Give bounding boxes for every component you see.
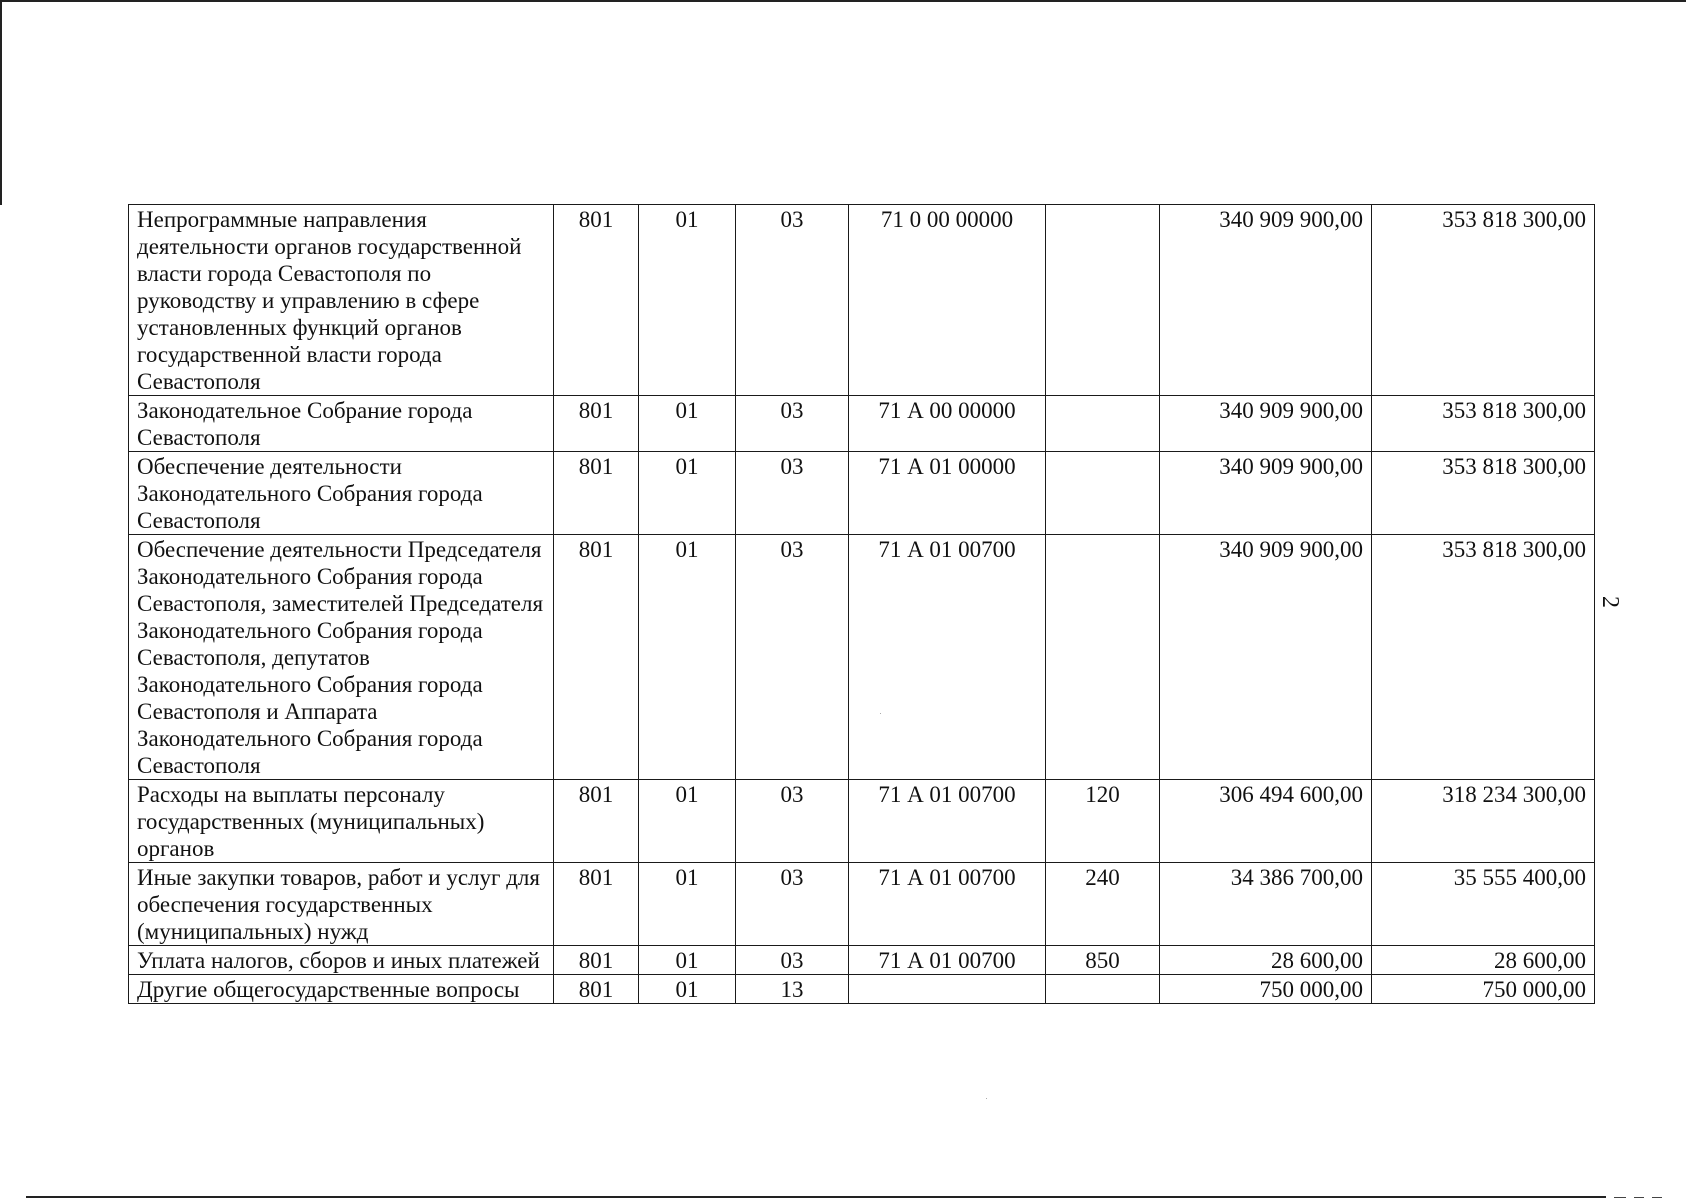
page-number: 2: [1597, 596, 1623, 608]
expense-type-code-cell: [1046, 396, 1160, 452]
subsection-code-cell: 03: [736, 946, 849, 975]
department-code-cell: 801: [554, 396, 639, 452]
expense-name-cell: Непрограммные направления деятельности органов государственной власти города Севастополя по руководству и управлению в сфере установленных функций органов государственной власти города Севастополя: [129, 205, 554, 396]
amount-year-1-cell: 34 386 700,00: [1160, 863, 1372, 946]
expense-type-code-cell: 850: [1046, 946, 1160, 975]
table-row: [129, 396, 1595, 452]
target-article-code-cell: 71 А 01 00700: [849, 863, 1046, 946]
subsection-code-cell: 03: [736, 535, 849, 780]
amount-year-1-cell: 28 600,00: [1160, 946, 1372, 975]
expense-name-cell: Другие общегосударственные вопросы: [129, 975, 554, 1004]
section-code-cell: 01: [639, 205, 736, 396]
department-code-cell: 801: [554, 452, 639, 535]
expense-type-code-cell: 240: [1046, 863, 1160, 946]
expense-name-cell: Расходы на выплаты персоналу государственных (муниципальных) органов: [129, 780, 554, 863]
amount-year-2-cell: 28 600,00: [1372, 946, 1595, 975]
amount-year-2-cell: 353 818 300,00: [1372, 396, 1595, 452]
target-article-code-cell: 71 А 01 00700: [849, 535, 1046, 780]
expense-type-code-cell: [1046, 535, 1160, 780]
amount-year-1-cell: 340 909 900,00: [1160, 535, 1372, 780]
expense-name-cell: Иные закупки товаров, работ и услуг для обеспечения государственных (муниципальных) нужд: [129, 863, 554, 946]
bottom-rule: [26, 1196, 1606, 1198]
subsection-code-cell: 03: [736, 396, 849, 452]
target-article-code-cell: 71 А 00 00000: [849, 396, 1046, 452]
amount-year-1-cell: 340 909 900,00: [1160, 396, 1372, 452]
amount-year-2-cell: 318 234 300,00: [1372, 780, 1595, 863]
scan-speck: [986, 1098, 987, 1099]
table-row: [129, 535, 1595, 780]
table-row: [129, 975, 1595, 1004]
subsection-code-cell: 03: [736, 205, 849, 396]
subsection-code-cell: 03: [736, 863, 849, 946]
section-code-cell: 01: [639, 452, 736, 535]
amount-year-2-cell: 353 818 300,00: [1372, 452, 1595, 535]
expense-name-cell: Уплата налогов, сборов и иных платежей: [129, 946, 554, 975]
expense-type-code-cell: [1046, 205, 1160, 396]
department-code-cell: 801: [554, 205, 639, 396]
section-code-cell: 01: [639, 946, 736, 975]
section-code-cell: 01: [639, 535, 736, 780]
amount-year-1-cell: 340 909 900,00: [1160, 205, 1372, 396]
bottom-dash: [1652, 1197, 1662, 1198]
scan-top-edge: [0, 0, 1686, 2]
target-article-code-cell: 71 А 01 00000: [849, 452, 1046, 535]
amount-year-2-cell: 750 000,00: [1372, 975, 1595, 1004]
department-code-cell: 801: [554, 975, 639, 1004]
expense-name-cell: Обеспечение деятельности Председателя Законодательного Собрания города Севастополя, заместителей Председателя Законодательного Собрания города Севастополя, депутатов Законодательного Собрания города Севастополя и Аппарата Законодательного Собрания города Севастополя: [129, 535, 554, 780]
table-row: [129, 205, 1595, 396]
subsection-code-cell: 13: [736, 975, 849, 1004]
section-code-cell: 01: [639, 780, 736, 863]
section-code-cell: 01: [639, 396, 736, 452]
target-article-code-cell: 71 0 00 00000: [849, 205, 1046, 396]
expense-type-code-cell: [1046, 975, 1160, 1004]
expense-type-code-cell: [1046, 452, 1160, 535]
department-code-cell: 801: [554, 535, 639, 780]
amount-year-1-cell: 306 494 600,00: [1160, 780, 1372, 863]
section-code-cell: 01: [639, 863, 736, 946]
department-code-cell: 801: [554, 863, 639, 946]
bottom-dash: [1614, 1197, 1626, 1198]
amount-year-1-cell: 340 909 900,00: [1160, 452, 1372, 535]
department-code-cell: 801: [554, 780, 639, 863]
amount-year-2-cell: 353 818 300,00: [1372, 535, 1595, 780]
expense-type-code-cell: 120: [1046, 780, 1160, 863]
table-row: [129, 452, 1595, 535]
subsection-code-cell: 03: [736, 452, 849, 535]
amount-year-2-cell: 35 555 400,00: [1372, 863, 1595, 946]
table-row: [129, 946, 1595, 975]
expense-name-cell: Законодательное Собрание города Севастополя: [129, 396, 554, 452]
department-code-cell: 801: [554, 946, 639, 975]
target-article-code-cell: 71 А 01 00700: [849, 946, 1046, 975]
amount-year-2-cell: 353 818 300,00: [1372, 205, 1595, 396]
target-article-code-cell: [849, 975, 1046, 1004]
expense-name-cell: Обеспечение деятельности Законодательного Собрания города Севастополя: [129, 452, 554, 535]
scan-left-edge: [0, 0, 2, 205]
amount-year-1-cell: 750 000,00: [1160, 975, 1372, 1004]
target-article-code-cell: 71 А 01 00700: [849, 780, 1046, 863]
section-code-cell: 01: [639, 975, 736, 1004]
table-row: [129, 863, 1595, 946]
budget-table: [128, 204, 1595, 1004]
table-row: [129, 780, 1595, 863]
subsection-code-cell: 03: [736, 780, 849, 863]
bottom-dash: [1634, 1197, 1644, 1198]
budget-table-body: [129, 205, 1595, 1004]
